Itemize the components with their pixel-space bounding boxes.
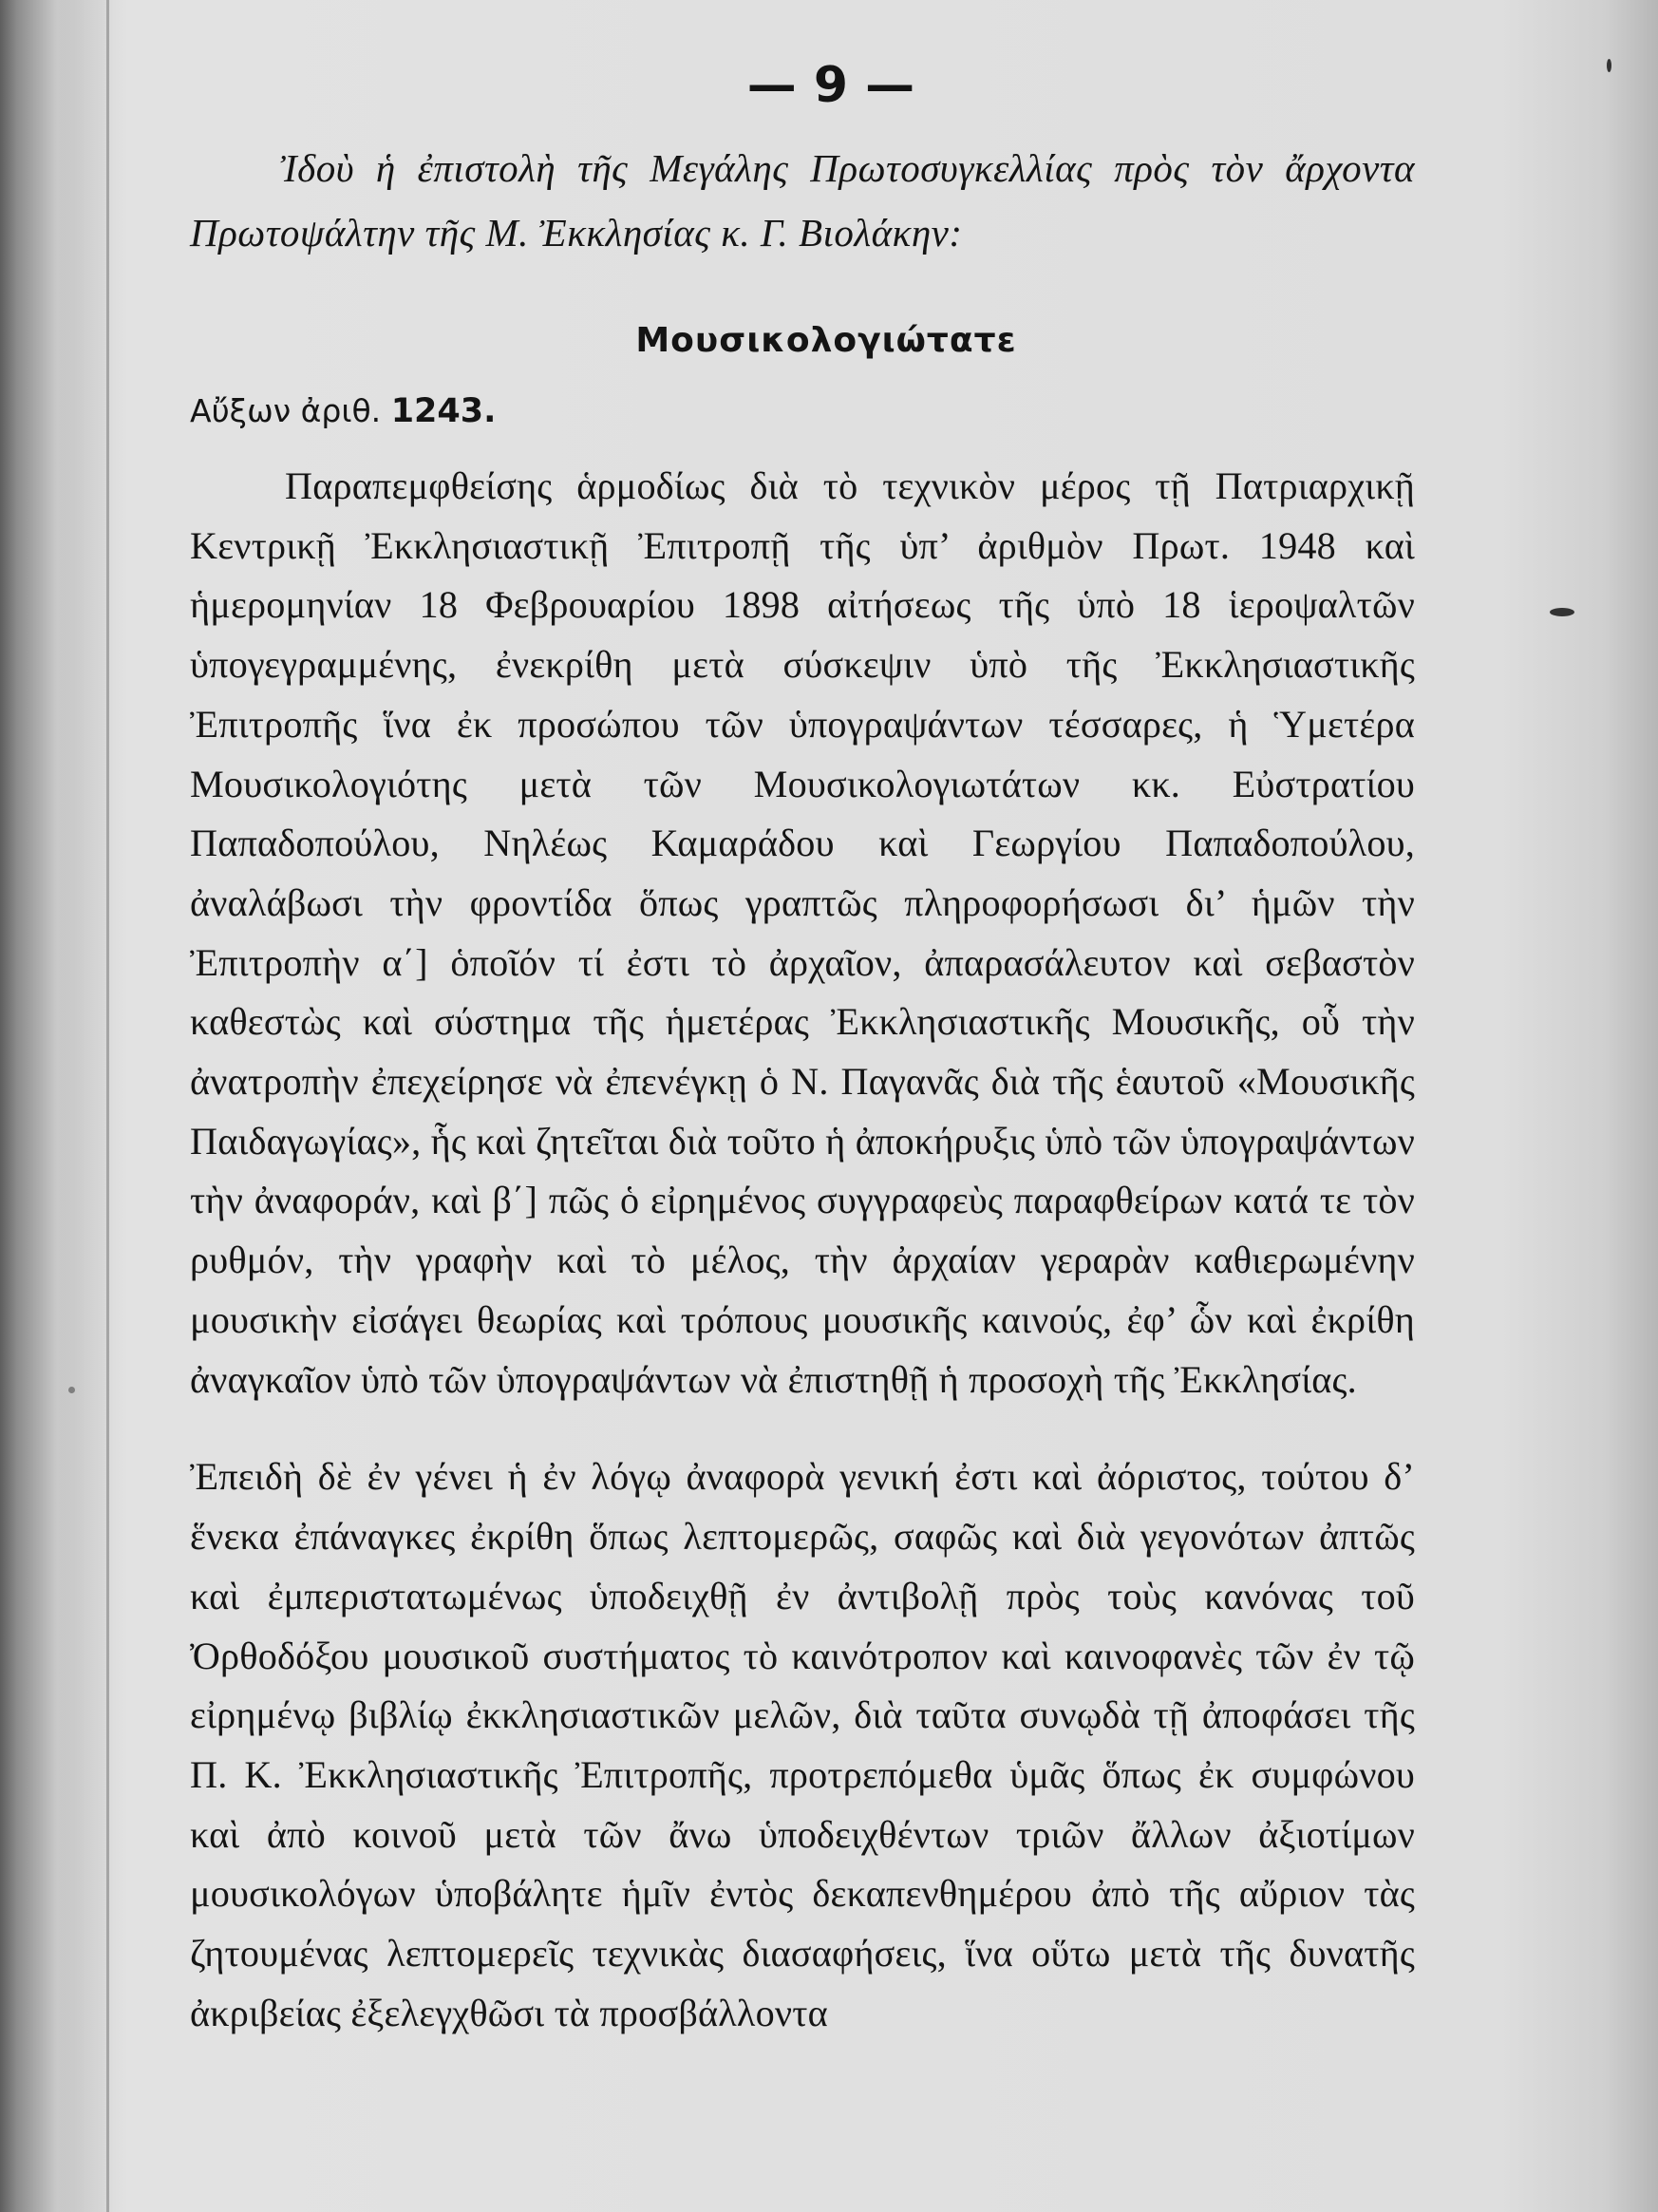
intro-paragraph: Ἰδοὺ ἡ ἐπιστολὴ τῆς Μεγάλης Πρωτοσυγκελλίας πρὸς τὸν ἄρχοντα Πρωτοψάλτην τῆς Μ. Ἐκκλησίας κ. Γ. Βιολάκην: bbox=[190, 146, 1415, 255]
salutation-heading: Μουσικολογιώτατε bbox=[635, 321, 1017, 360]
reference-label: Αὔξων ἀριθ. bbox=[190, 392, 382, 429]
ink-speck bbox=[68, 1387, 75, 1393]
page-number: — 9 — bbox=[746, 57, 915, 114]
body-paragraph: Παραπεμφθείσης ἁρμοδίως διὰ τὸ τεχνικὸν μέρος τῇ Πατριαρχικῇ Κεντρικῇ Ἐκκλησιαστικῇ Ἐπιτροπῇ τῆς ὑπ’ ἀριθμὸν Πρωτ. 1948 καὶ ἡμερομηνίαν 18 Φεβρουαρίου 1898 αἰτήσεως τῆς ὑπὸ 18 ἱεροψαλτῶν ὑπογεγραμμένης, ἐνεκρίθη μετὰ σύσκεψιν ὑπὸ τῆς Ἐκκλησιαστικῆς Ἐπιτροπῆς ἵνα ἐκ προσώπου τῶν ὑπογραψάντων τέσσαρες, ἡ Ὑμετέρα Μουσικολογιότης μετὰ τῶν Μουσικολογιωτάτων κκ. Εὐστρατίου Παπαδοπούλου, Νηλέως Καμαράδου καὶ Γεωργίου Παπαδοπούλου, ἀναλάβωσι τὴν φροντίδα ὅπως γραπτῶς πληροφορήσωσι δι’ ἡμῶν τὴν Ἐπιτροπὴν α΄] ὁποῖόν τί ἐστι τὸ ἀρχαῖον, ἀπαρασάλευτον καὶ σεβαστὸν καθεστὼς καὶ σύστημα τῆς ἡμετέρας Ἐκκλησιαστικῆς Μουσικῆς, οὗ τὴν ἀνατροπὴν ἐπεχείρησε νὰ ἐπενέγκῃ ὁ Ν. Παγανᾶς διὰ τῆς ἑαυτοῦ «Μουσικῆς Παιδαγωγίας», ἧς καὶ ζητεῖται διὰ τοῦτο ἡ ἀποκήρυξις ὑπὸ τῶν ὑπογραψάντων τὴν ἀναφοράν, καὶ β΄] πῶς ὁ εἰρημένος συγγραφεὺς παραφθείρων κατά τε τὸν ρυθμόν, τὴν γραφὴν καὶ τὸ μέλος, τὴν ἀρχαίαν γεραρὰν καθιερωμένην μουσικὴν εἰσάγει θεωρίας καὶ τρόπους μουσικῆς καινούς, ἐφ’ ὧν καὶ ἐκρίθη ἀναγκαῖον ὑπὸ τῶν ὑπογραψάντων νὰ ἐπιστηθῇ ἡ προσοχὴ τῆς Ἐκκλησίας. bbox=[190, 464, 1415, 1401]
reference-number bbox=[190, 383, 1415, 440]
body-paragraph-continued: Ἐπειδὴ δὲ ἐν γένει ἡ ἐν λόγῳ ἀναφορὰ γενική ἐστι καὶ ἀόριστος, τούτου δ’ ἕνεκα ἐπάναγκες ἐκρίθη ὅπως λεπτομερῶς, σαφῶς καὶ διὰ γεγονότων ἀπτῶς καὶ ἐμπεριστατωμένως ὑποδειχθῇ ἐν ἀντιβολῇ πρὸς τοὺς κανόνας τοῦ Ὀρθοδόξου μουσικοῦ συστήματος τὸ καινότροπον καὶ καινοφανὲς τῶν ἐν τῷ εἰρημένῳ βιβλίῳ ἐκκλησιαστικῶν μελῶν, διὰ ταῦτα συνῳδὰ τῇ ἀποφάσει τῆς Π. Κ. Ἐκκλησιαστικῆς Ἐπιτροπῆς, προτρεπόμεθα ὑμᾶς ὅπως ἐκ συμφώνου καὶ ἀπὸ κοινοῦ μετὰ τῶν ἄνω ὑποδειχθέντων τριῶν ἄλλων ἀξιοτίμων μουσικολόγων ὑποβάλητε ἡμῖν ἐντὸς δεκαπενθημέρου ἀπὸ τῆς αὔριον τὰς ζητουμένας λεπτομερεῖς τεχνικὰς διασαφήσεις, ἵνα οὕτω μετὰ τῆς δυνατῆς ἀκριβείας ἐξελεγχθῶσι τὰ προσβάλλοντα bbox=[190, 1455, 1415, 2034]
binding-edge-line bbox=[106, 0, 109, 2212]
ink-speck bbox=[1607, 59, 1611, 72]
ink-speck bbox=[1550, 608, 1574, 616]
document-page bbox=[190, 52, 1415, 2082]
reference-value: 1243. bbox=[390, 392, 497, 430]
binding-gutter bbox=[0, 0, 114, 2212]
